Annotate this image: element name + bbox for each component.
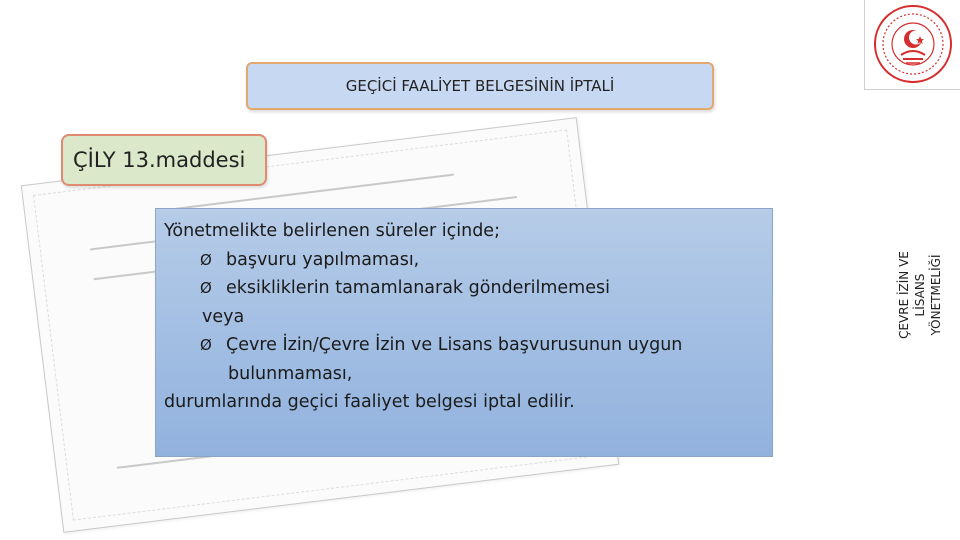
regulation-side-label <box>889 220 951 370</box>
content-box <box>155 208 773 457</box>
article-reference-label <box>61 134 267 186</box>
ministry-seal-icon <box>873 3 953 85</box>
bullet-text-continuation: bulunmaması, <box>228 363 353 384</box>
side-label-line: LİSANS <box>913 273 928 317</box>
intro-text: Yönetmelikte belirlenen süreler içinde; <box>164 221 500 241</box>
regulation-side-text <box>896 251 944 339</box>
conclusion-text: durumlarında geçici faaliyet belgesi iptal edilir. <box>164 392 575 412</box>
bullet-text: eksikliklerin tamamlanarak gönderilmemesi <box>226 278 610 298</box>
connector-text: veya <box>202 306 245 327</box>
side-label-line: YÖNETMELİĞİ <box>929 254 944 336</box>
page-title: GEÇİCİ FAALİYET BELGESİNİN İPTALİ <box>345 77 615 95</box>
bullet-item <box>164 246 762 275</box>
arrow-bullet-icon: Ø <box>200 250 212 269</box>
arrow-bullet-icon: Ø <box>200 336 212 354</box>
bullet-item <box>164 274 762 303</box>
side-label-line: ÇEVRE İZİN VE <box>897 251 912 339</box>
bullet-text: başvuru yapılmaması, <box>226 249 420 270</box>
title-banner <box>246 62 714 110</box>
arrow-bullet-icon: Ø <box>200 279 212 297</box>
emblem-frame <box>864 0 960 90</box>
bullet-item <box>164 331 762 360</box>
bullet-text: Çevre İzin/Çevre İzin ve Lisans başvurusunun uygun <box>226 335 683 355</box>
article-reference-text: ÇİLY 13.maddesi <box>73 148 246 172</box>
